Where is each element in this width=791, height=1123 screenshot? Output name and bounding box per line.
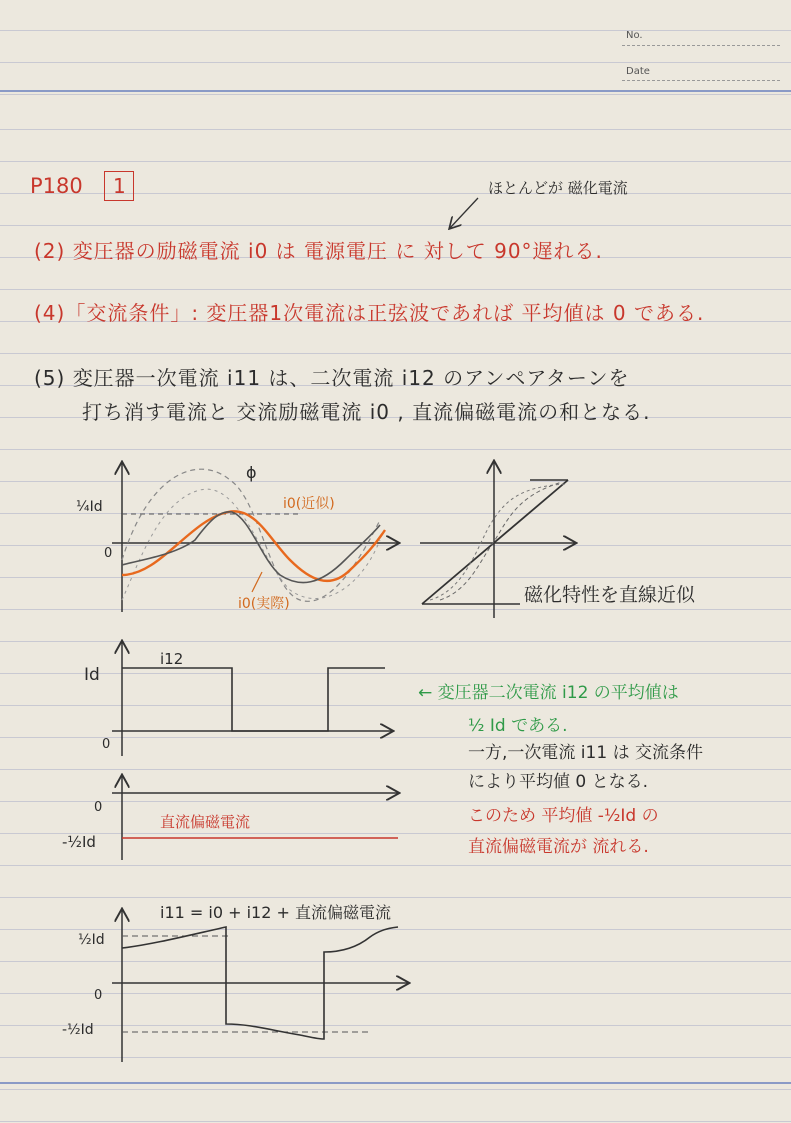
i0-approx-label: i0(近似) bbox=[283, 496, 335, 512]
phi-wave-2 bbox=[122, 489, 380, 600]
formula: i11 = i0 + i12 + 直流偏磁電流 bbox=[160, 903, 391, 922]
page-ref: P180 bbox=[30, 174, 83, 198]
i0-actual-wave bbox=[122, 512, 380, 583]
annotation-text: ほとんどが 磁化電流 bbox=[488, 179, 628, 197]
item-5a: (5) 変圧器一次電流 i11 は、二次電流 i12 のアンペアターンを bbox=[34, 366, 630, 390]
phi-label: ϕ bbox=[246, 463, 257, 482]
g2-y-zero: 0 bbox=[102, 737, 111, 752]
no-label: No. bbox=[626, 30, 643, 41]
i12-wave bbox=[122, 668, 385, 731]
annotation-arrow bbox=[450, 198, 478, 228]
i0-actual-pointer bbox=[252, 572, 262, 592]
g1-y-quarter: ¼Id bbox=[76, 499, 103, 515]
g4-y-neg: -½Id bbox=[62, 1022, 94, 1038]
note-r1: このため 平均値 -½Id の bbox=[468, 806, 659, 826]
phi-wave bbox=[122, 469, 380, 601]
bh-linear bbox=[422, 480, 568, 604]
note-b2: により平均値 0 となる. bbox=[468, 772, 649, 792]
i0-actual-label: i0(実際) bbox=[238, 596, 290, 612]
g4-y-zero: 0 bbox=[94, 988, 103, 1003]
i12-label: i12 bbox=[160, 650, 184, 668]
note-b1: 一方,一次電流 i11 は 交流条件 bbox=[468, 743, 703, 763]
date-label: Date bbox=[626, 66, 650, 77]
bh-caption: 磁化特性を直線近似 bbox=[524, 584, 696, 606]
item-4: (4)「交流条件」: 変圧器1次電流は正弦波であれば 平均値は 0 である. bbox=[34, 301, 705, 325]
bh-hysteresis-2 bbox=[430, 484, 565, 600]
item-2: (2) 変圧器の励磁電流 i0 は 電源電圧 に 対して 90°遅れる. bbox=[34, 239, 603, 263]
item-5b: 打ち消す電流と 交流励磁電流 i0 , 直流偏磁電流の和となる. bbox=[82, 400, 651, 424]
note-g2: ½ Id である. bbox=[468, 716, 568, 736]
g1-y-zero: 0 bbox=[104, 546, 113, 561]
note-r2: 直流偏磁電流が 流れる. bbox=[468, 837, 649, 857]
question-number: 1 bbox=[113, 174, 126, 198]
dc-bias-label: 直流偏磁電流 bbox=[160, 813, 251, 831]
g3-y-neg: -½Id bbox=[62, 833, 96, 851]
g3-y-zero: 0 bbox=[94, 800, 103, 815]
g4-y-half: ½Id bbox=[78, 932, 105, 948]
g2-y-id: Id bbox=[84, 665, 100, 685]
note-g1: ← 変圧器二次電流 i12 の平均値は bbox=[418, 683, 679, 703]
i0-approx-wave bbox=[122, 511, 385, 581]
